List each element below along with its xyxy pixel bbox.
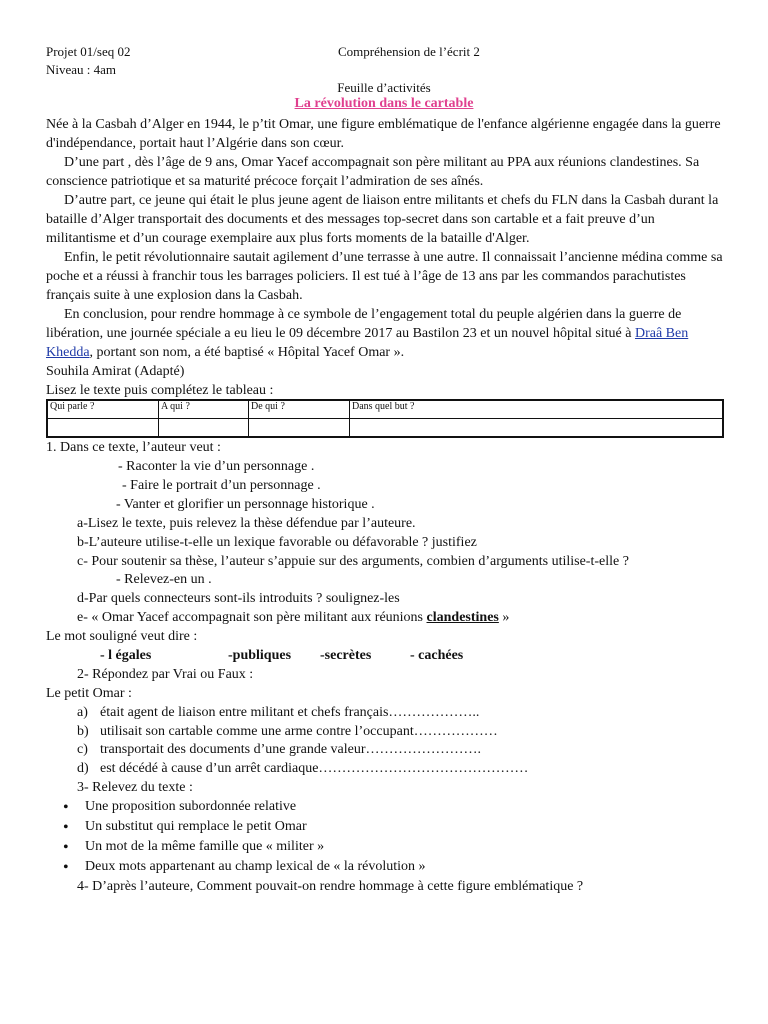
author-credit: Souhila Amirat (Adapté) [46,364,185,379]
question-1c-sub: - Relevez-en un . [116,572,212,587]
paragraph-5-end: , portant son nom, a été baptisé « Hôpital Yacef Omar ». [89,345,405,360]
table-answer-cell[interactable] [47,419,159,438]
question-2: 2- Répondez par Vrai ou Faux : [77,667,254,682]
place-link[interactable]: Draâ Ben Khedda [46,326,689,360]
question-1b: b-L’auteure utilise-t-elle un lexique favorable ou défavorable ? justifiez [77,535,477,550]
option-2: - Faire le portrait d’un personnage . [122,478,321,493]
question-1a: a-Lisez le texte, puis relevez la thèse défendue par l’auteure. [77,516,416,531]
item-c: transportait des documents d’une grande valeur……………………. [100,742,482,757]
bullet-2: • Un substitut qui remplace le petit Omar [85,819,307,835]
item-b: utilisait son cartable comme une arme contre l’occupant……………… [100,724,498,739]
paragraph-5-start: En conclusion, pour rendre hommage à ce symbole de l’engagement total du peuple algérien dans la guerre de libération, une journée spéciale a eu lieu le 09 décembre 2017 au Bastilon 23 et un nouvel hôpital situé à [46,307,682,341]
section-label: Compréhension de l’écrit 2 [338,44,480,59]
sheet-label: Feuille d’activités [337,80,431,95]
question-2-lead: Le petit Omar : [46,686,132,701]
question-1: 1. Dans ce texte, l’auteur veut : [46,440,221,455]
level-label: Niveau : 4am [46,62,117,77]
table-answer-row [47,419,723,438]
table-header-row [47,400,723,419]
question-4: 4- D’après l’auteure, Comment pouvait-on rendre hommage à cette figure emblématique ? [77,879,584,894]
paragraph-5 [46,305,724,362]
table-instruction: Lisez le texte puis complétez le tableau : [46,383,274,398]
item-c-marker: c) [77,742,88,757]
bullet-4: • Deux mots appartenant au champ lexical de « la révolution » [85,859,426,875]
table-answer-cell[interactable] [350,419,724,438]
table-header-cell: Qui parle ? [47,400,159,419]
question-3: 3- Relevez du texte : [77,780,193,795]
paragraph-1: Née à la Casbah d’Alger en 1944, le p’tit Omar, une figure emblématique de l'enfance algérienne engagée dans la guerre d'indépendance, portait haut l’Algérie dans son cœur. [46,117,721,151]
meaning-label: Le mot souligné veut dire : [46,629,198,644]
underlined-word: clandestines [426,610,499,625]
option-3: - Vanter et glorifier un personnage historique . [116,497,375,512]
question-1c: c- Pour soutenir sa thèse, l’auteur s’appuie sur des arguments, combien d’arguments utilise-t-elle ? [77,554,629,569]
question-1e [77,610,509,626]
table-header-cell: Dans quel but ? [350,400,724,419]
question-1e-start: e- « Omar Yacef accompagnait son père militant aux réunions [77,610,427,625]
reading-text [46,115,724,400]
item-d-marker: d) [77,761,89,776]
meaning-option-2[interactable]: -publiques [228,648,292,663]
table-answer-cell[interactable] [159,419,249,438]
meaning-option-4[interactable]: - cachées [410,648,464,663]
answer-table [46,399,724,438]
page-title: La révolution dans le cartable [294,96,474,111]
meaning-option-3[interactable]: -secrètes [320,648,372,663]
item-b-marker: b) [77,724,89,739]
bullet-1: • Une proposition subordonnée relative [85,799,296,815]
item-a: était agent de liaison entre militant et chefs français……………….. [100,705,480,720]
table-header-cell: A qui ? [159,400,249,419]
bullet-3: • Un mot de la même famille que « militer » [85,839,324,855]
paragraph-3: D’autre part, ce jeune qui était le plus jeune agent de liaison entre militants et chefs du FLN dans la Casbah durant la bataille d’Alger transportait des documents et des messages top-secret dans son cartable et a fait preuve d’un militantisme et d’un courage exemplaire aux plus forts moments de la bataille d'Alger. [46,193,719,246]
table-header-cell: De qui ? [249,400,350,419]
table-answer-cell[interactable] [249,419,350,438]
question-1d: d-Par quels connecteurs sont-ils introduits ? soulignez-les [77,591,400,606]
paragraph-2: D’une part , dès l’âge de 9 ans, Omar Yacef accompagnait son père militant au PPA aux réunions clandestines. Sa conscience patriotique et sa maturité précoce forçait l’admiration de ses aînés. [46,155,700,189]
project-label: Projet 01/seq 02 [46,44,131,59]
meaning-option-1[interactable]: - l égales [100,648,152,663]
item-a-marker: a) [77,705,88,720]
option-1: - Raconter la vie d’un personnage . [118,459,315,474]
item-d: est décédé à cause d’un arrêt cardiaque……………………………………… [100,761,529,776]
paragraph-4: Enfin, le petit révolutionnaire sautait agilement d’une terrasse à une autre. Il connaissait l’ancienne médina comme sa poche et a réussi à franchir tous les barrages policiers. Il est tué à l’âge de 13 ans par les commandos parachutistes français suite à une explosion dans la Casbah. [46,250,723,303]
question-1e-end: » [498,610,510,625]
